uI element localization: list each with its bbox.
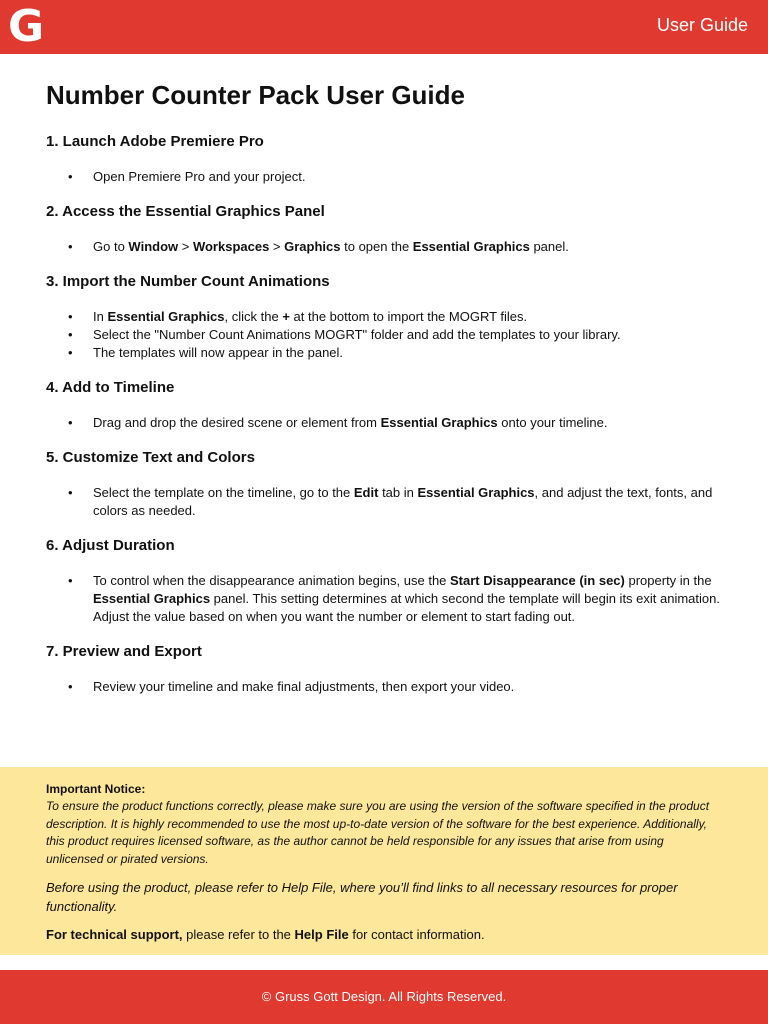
guide-content: [46, 80, 736, 713]
text-run: panel. This setting determines at which second the template will begin its exit animation. Adjust the value based on when you want the number or element to start fading out.: [93, 591, 720, 624]
guide-section: [46, 643, 736, 696]
section-heading: 4. Add to Timeline: [46, 379, 175, 396]
section-steps: [46, 484, 736, 520]
text-run: Drag and drop the desired scene or element from: [93, 415, 381, 430]
bold-term: Essential Graphics: [107, 309, 225, 324]
list-item: [46, 308, 736, 326]
notice-title: Important Notice:: [46, 782, 146, 796]
list-item: [46, 168, 736, 186]
text-run: Review your timeline and make final adjustments, then export your video.: [93, 679, 515, 694]
support-text: please refer to the: [182, 927, 295, 942]
text-run: tab in: [378, 485, 418, 500]
text-run: property in the: [624, 573, 712, 588]
support-label: For technical support,: [46, 927, 183, 942]
header-title: User Guide: [656, 15, 748, 35]
list-item: [46, 572, 736, 626]
text-run: , and adjust the text, fonts, and colors as needed.: [93, 485, 713, 518]
list-item: [46, 484, 736, 520]
section-heading: 7. Preview and Export: [46, 643, 202, 660]
guide-section: [46, 379, 736, 432]
sections-list: [46, 133, 736, 696]
bold-term: Essential Graphics: [412, 239, 530, 254]
text-run: Select the "Number Count Animations MOGRT" folder and add the templates to your library.: [93, 327, 621, 342]
text-run: to open the: [340, 239, 413, 254]
section-steps: [46, 678, 736, 696]
notice-support: [46, 925, 722, 944]
bold-term: Essential Graphics: [93, 591, 211, 606]
guide-section: [46, 133, 736, 186]
list-item: [46, 238, 736, 256]
section-steps: [46, 168, 736, 186]
section-heading: 1. Launch Adobe Premiere Pro: [46, 133, 264, 150]
text-run: Go to: [93, 239, 129, 254]
section-heading: 5. Customize Text and Colors: [46, 449, 255, 466]
section-heading: 3. Import the Number Count Animations: [46, 273, 330, 290]
text-run: >: [269, 239, 285, 254]
list-item: [46, 678, 736, 696]
bold-term: Graphics: [284, 239, 341, 254]
guide-section: [46, 537, 736, 626]
copyright-text: © Gruss Gott Design. All Rights Reserved.: [261, 989, 507, 1004]
guide-section: [46, 449, 736, 520]
bold-term: Workspaces: [192, 239, 270, 254]
header-bar: [0, 0, 768, 54]
support-text-end: for contact information.: [348, 927, 485, 942]
text-run: at the bottom to import the MOGRT files.: [289, 309, 528, 324]
section-steps: [46, 572, 736, 626]
text-run: To control when the disappearance animation begins, use the: [93, 573, 451, 588]
bold-term: Essential Graphics: [380, 415, 498, 430]
guide-section: [46, 203, 736, 256]
guide-section: [46, 273, 736, 362]
bold-term: Edit: [353, 485, 379, 500]
brand-logo: G: [8, 1, 43, 52]
bold-term: +: [282, 309, 290, 324]
text-run: onto your timeline.: [497, 415, 608, 430]
text-run: Select the template on the timeline, go to the: [93, 485, 354, 500]
section-steps: [46, 414, 736, 432]
important-notice-box: [0, 767, 768, 955]
text-run: The templates will now appear in the panel.: [93, 345, 344, 360]
text-run: Open Premiere Pro and your project.: [93, 169, 306, 184]
list-item: [46, 326, 736, 344]
section-heading: 2. Access the Essential Graphics Panel: [46, 203, 325, 220]
section-heading: 6. Adjust Duration: [46, 537, 175, 554]
text-run: In: [93, 309, 108, 324]
text-run: , click the: [224, 309, 283, 324]
bold-term: Start Disappearance (in sec): [450, 573, 625, 588]
text-run: panel.: [529, 239, 569, 254]
bold-term: Window: [128, 239, 179, 254]
page-title: Number Counter Pack User Guide: [46, 80, 465, 110]
notice-body: To ensure the product functions correctly, please make sure you are using the version of the software specified in the product description. It is highly recommended to use the most up-to-date version of the software for the best experience. Additionally, this product requires licensed software, as the author cannot be held responsible for any issues that arise from using unlicensed or pirated versions.: [46, 799, 710, 866]
section-steps: [46, 238, 736, 256]
bold-term: Essential Graphics: [417, 485, 535, 500]
list-item: [46, 414, 736, 432]
footer-bar: [0, 970, 768, 1024]
section-steps: [46, 308, 736, 362]
help-file-link: Help File: [294, 927, 349, 942]
list-item: [46, 344, 736, 362]
text-run: >: [178, 239, 193, 254]
notice-helpfile: Before using the product, please refer to Help File, where you’ll find links to all necessary resources for proper functionality.: [46, 880, 678, 914]
